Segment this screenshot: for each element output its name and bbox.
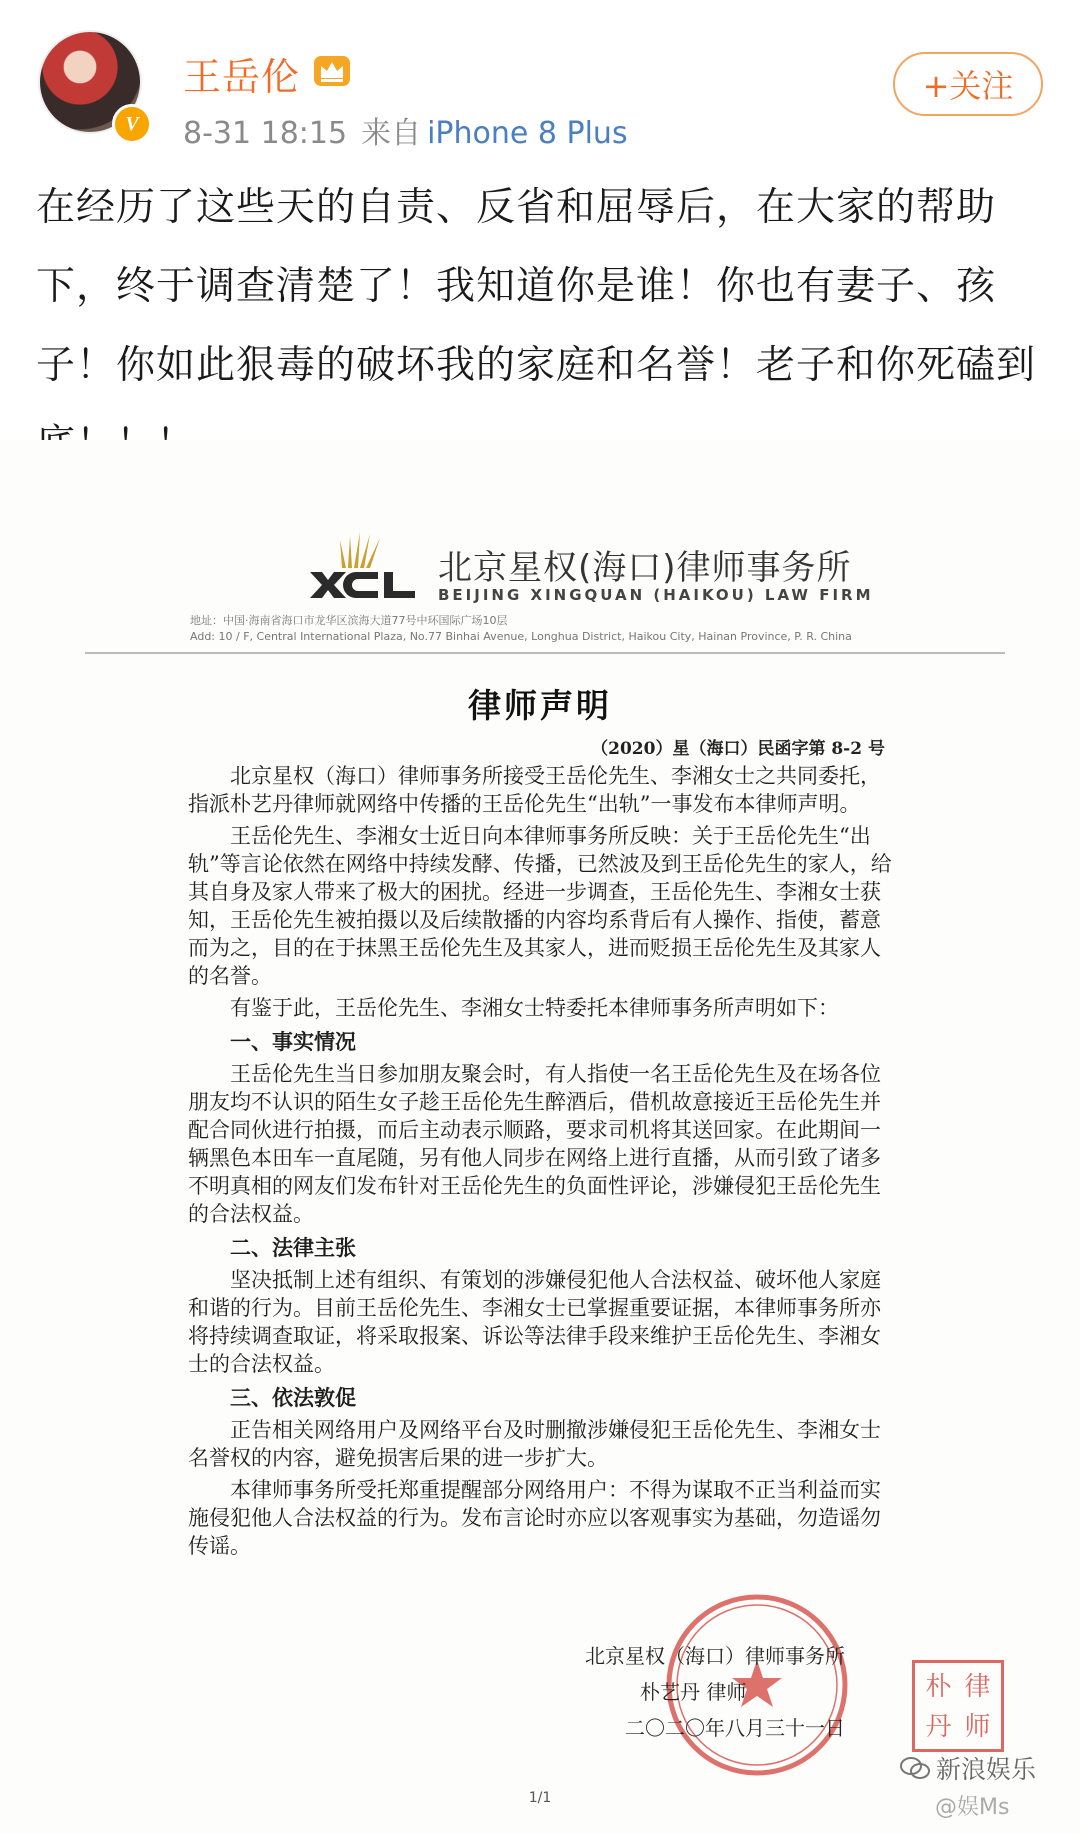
post-meta: [183, 108, 628, 152]
paragraph: 北京星权（海口）律师事务所接受王岳伦先生、李湘女士之共同委托，指派朴艺丹律师就网络中传播的王岳伦先生“出轨”一事发布本律师声明。: [188, 764, 881, 816]
letterhead-divider: [85, 652, 1005, 654]
device-link[interactable]: iPhone 8 Plus: [427, 116, 628, 151]
post-time: 8-31 18:15: [183, 116, 348, 151]
source-prefix: 来自: [361, 116, 422, 151]
paragraph: 王岳伦先生当日参加朋友聚会时，有人指使一名王岳伦先生及在场各位朋友均不认识的陌生女子趁王岳伦先生醉酒后，借机故意接近王岳伦先生并配合同伙进行拍摄，而后主动表示顺路，要求司机将其送回家。在此期间一辆黑色本田车一直尾随，另有他人同步在网络上进行直播，从而引致了诸多不明真相的网友们发布针对王岳伦先生的负面性评论，涉嫌侵犯王岳伦先生的合法权益。: [188, 1062, 881, 1226]
crown-icon: [312, 52, 352, 88]
watermark-brand: 新浪娱乐: [936, 1755, 1037, 1784]
paragraph: 有鉴于此，王岳伦先生、李湘女士特委托本律师事务所声明如下：: [230, 996, 839, 1020]
section-heading: 三、依法敦促: [230, 1385, 356, 1410]
firm-name-cn: 北京星权(海口)律师事务所: [438, 548, 852, 588]
stamp-char: 丹: [925, 1712, 952, 1742]
verified-badge-icon: V: [112, 104, 152, 144]
username[interactable]: 王岳伦: [183, 55, 301, 99]
paragraph: 正告相关网络用户及网络平台及时删撤涉嫌侵犯王岳伦先生、李湘女士名誉权的内容，避免损害后果的进一步扩大。: [188, 1418, 881, 1470]
paragraph: 坚决抵制上述有组织、有策划的涉嫌侵犯他人合法权益、破坏他人家庭和谐的行为。目前王岳伦先生、李湘女士已掌握重要证据，本律师事务所亦将持续调查取证，将采取报案、诉讼等法律手段来维护王岳伦先生、李湘女士的合法权益。: [188, 1268, 881, 1376]
lawyer-name-stamp: [912, 1660, 1004, 1752]
post-header: [0, 0, 1080, 170]
document-number: （2020）星（海口）民函字第 8-2 号: [591, 739, 885, 759]
section-heading: 一、事实情况: [230, 1029, 356, 1054]
sina-watermark: [900, 1750, 1036, 1786]
stamp-char: 律: [964, 1672, 991, 1702]
post-text: 在经历了这些天的自责、反省和屈辱后，在大家的帮助下，终于调查清楚了！我知道你是谁！你也有妻子、孩子！你如此狠毒的破坏我的家庭和名誉！老子和你死磕到: [36, 185, 1037, 388]
paragraph: 王岳伦先生、李湘女士近日向本律师事务所反映：关于王岳伦先生“出轨”等言论依然在网络中持续发酵、传播，已然波及到王岳伦先生的家人，给其自身及家人带来了极大的困扰。经进一步调查，王岳伦先生、李湘女士获知，王岳伦先生被拍摄以及后续散播的内容均系背后有人操作、指使，蓄意而为之，目的在于抹黑王岳伦先生及其家人，进而贬损王岳伦先生及其家人的名誉。: [188, 824, 892, 988]
document-body: [188, 762, 896, 1564]
page-number: 1/1: [528, 1790, 552, 1806]
section-heading: 二、法律主张: [230, 1235, 356, 1260]
firm-name-en: BEIJING XINGQUAN (HAIKOU) LAW FIRM: [438, 586, 874, 604]
law-firm-logo-icon: [308, 528, 438, 598]
stamp-char: 师: [964, 1712, 991, 1742]
watermark-handle: @娱Ms: [935, 1795, 1010, 1820]
wechat-icon: [900, 1755, 930, 1781]
signature-lawyer: 朴艺丹 律师: [640, 1680, 747, 1704]
stamp-char: 朴: [925, 1672, 952, 1702]
follow-button[interactable]: +关注: [893, 52, 1043, 116]
firm-address-en: Add: 10 / F, Central International Plaza, No.77 Binhai Avenue, Longhua District, Haikou City, Hainan Province, P. R. China: [190, 630, 852, 643]
signature-date: 二〇二〇年八月三十一日: [625, 1716, 845, 1740]
signature-firm: 北京星权（海口）律师事务所: [585, 1644, 845, 1668]
document-title: 律师声明: [468, 686, 612, 725]
firm-address-cn: 地址：中国·海南省海口市龙华区滨海大道77号中环国际广场10层: [190, 614, 508, 627]
paragraph: 本律师事务所受托郑重提醒部分网络用户：不得为谋取不正当利益而实施侵犯他人合法权益的行为。发布言论时亦应以客观事实为基础，勿造谣勿传谣。: [188, 1478, 881, 1558]
